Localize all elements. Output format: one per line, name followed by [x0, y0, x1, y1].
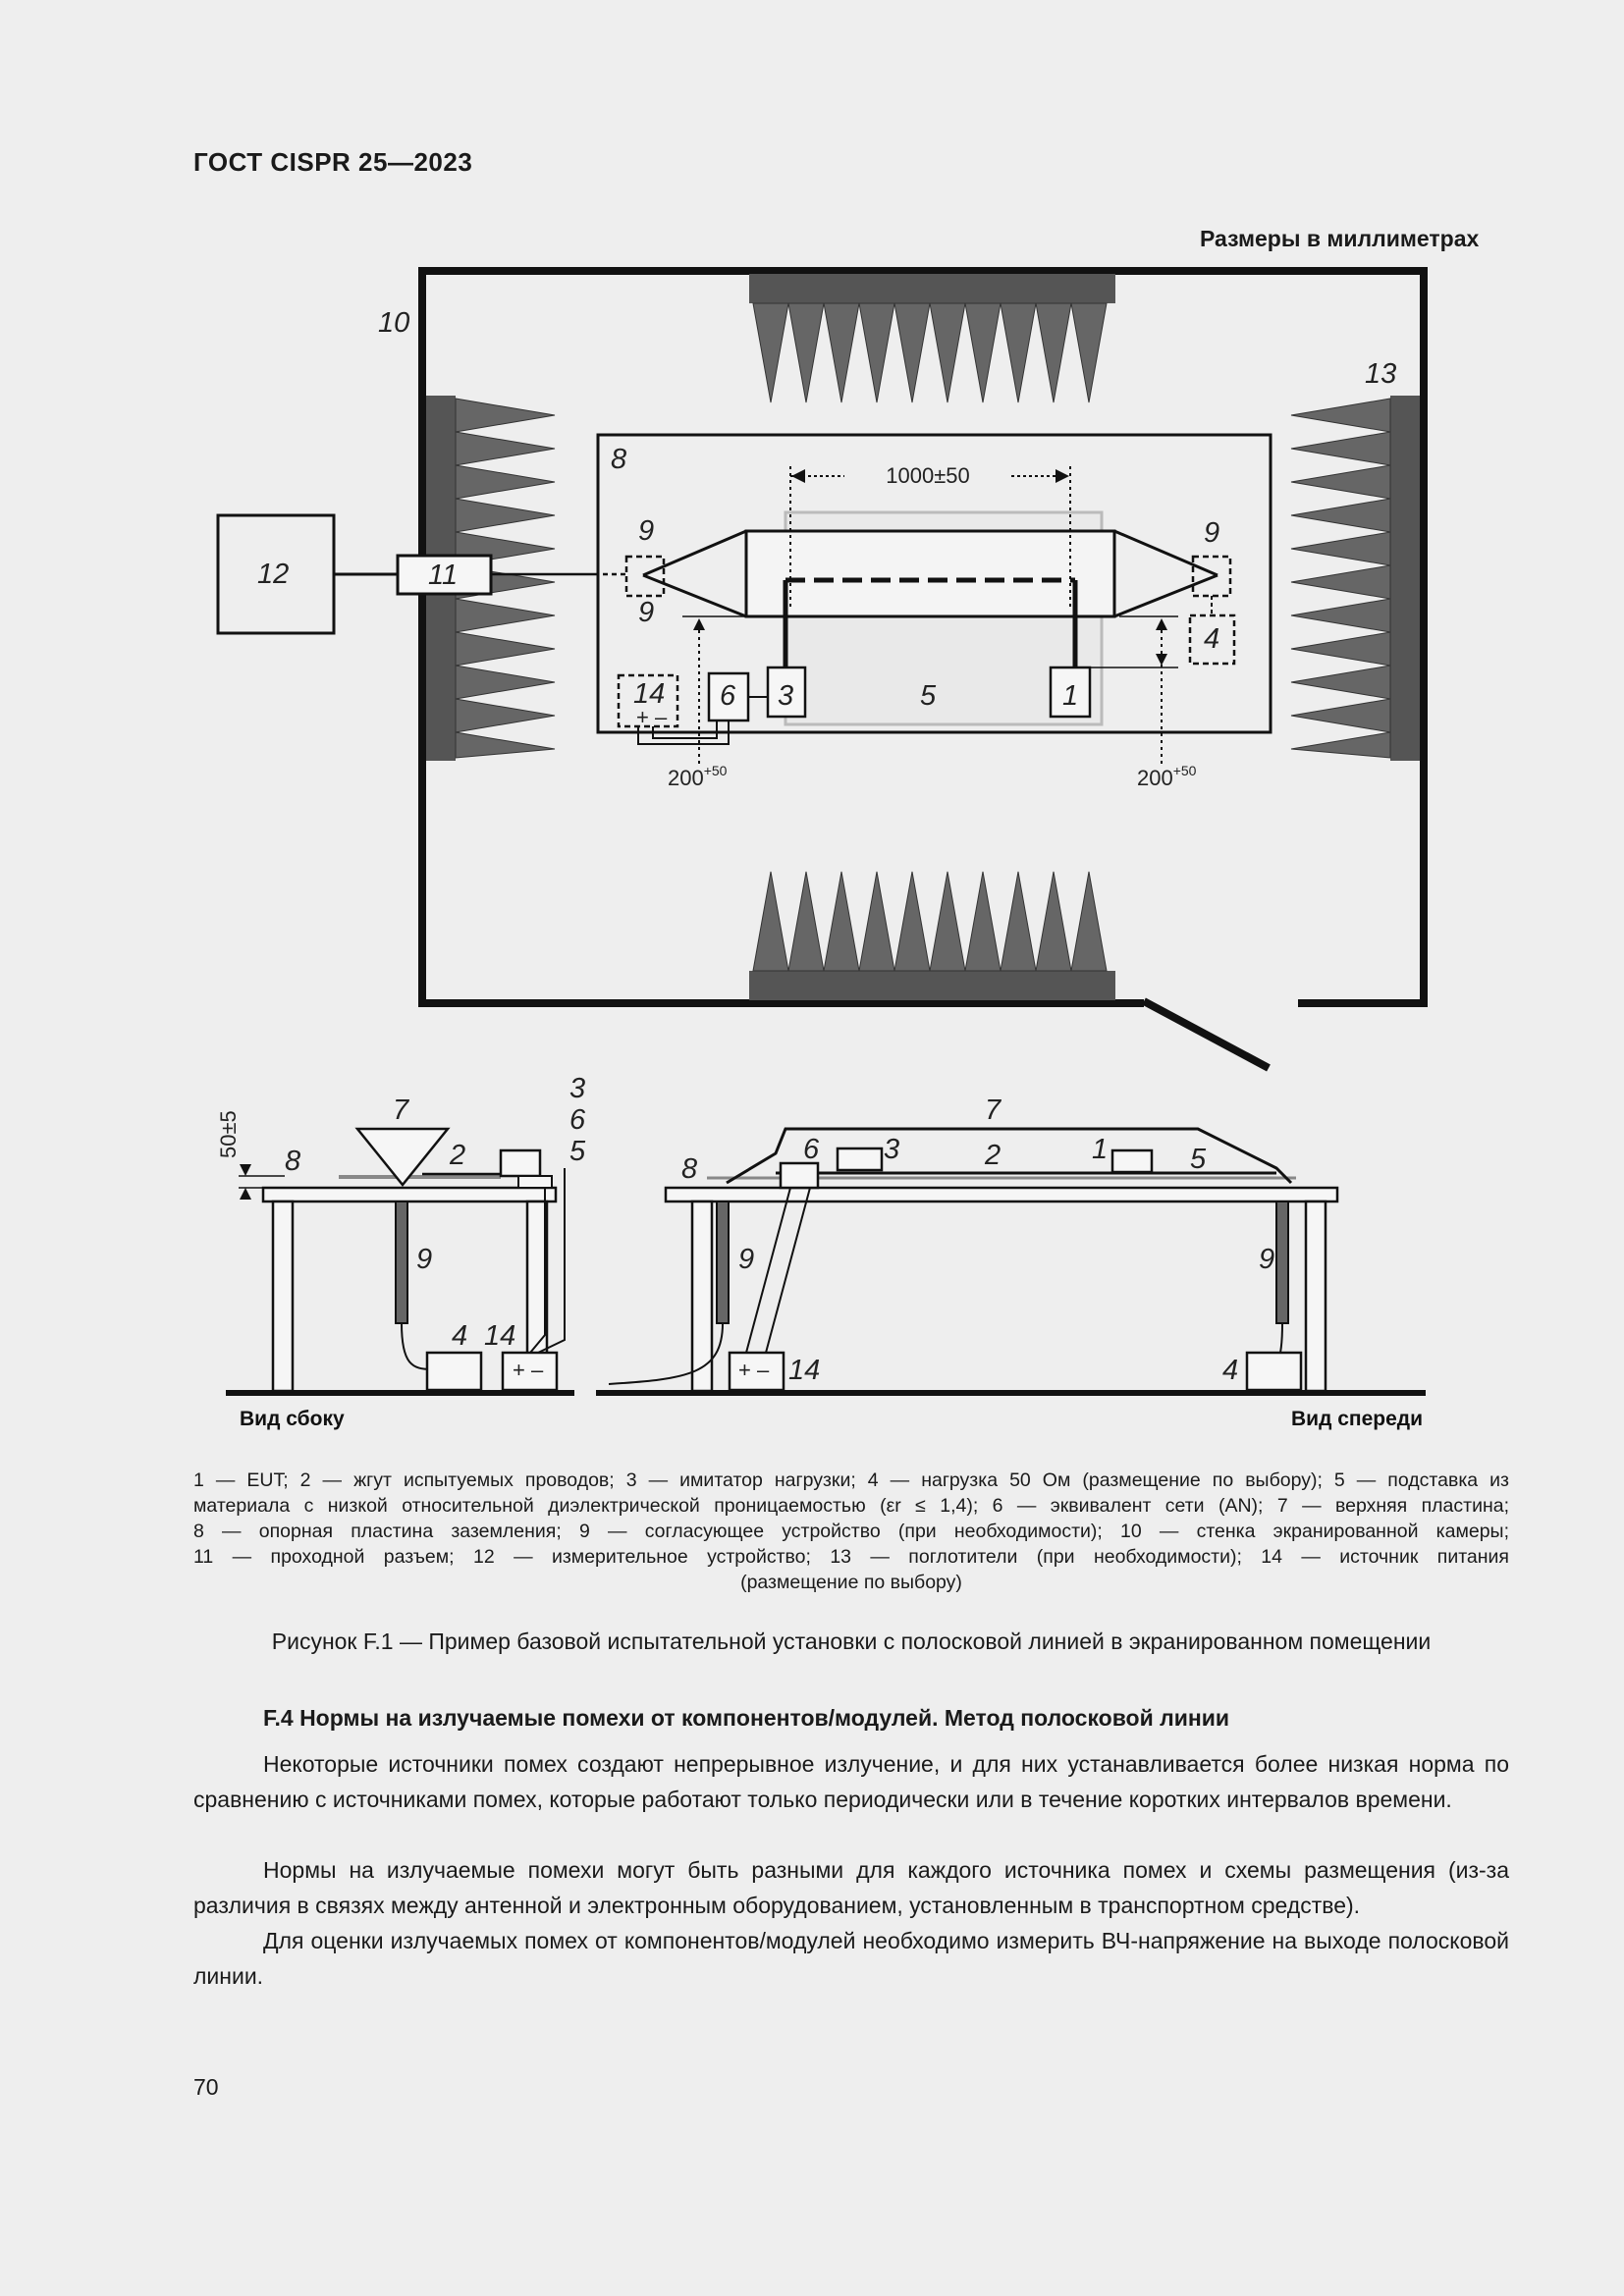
front-label-14: 14: [788, 1355, 821, 1386]
label-10: 10: [378, 307, 410, 339]
front-label-5: 5: [1190, 1144, 1207, 1175]
front-label-4: 4: [1222, 1355, 1239, 1386]
dim-offset-left: $200^{+50}$: [668, 763, 728, 790]
paragraph: Для оценки излучаемых помех от компонентов/модулей необходимо измерить ВЧ-напряжение на выходе полосковой линии.: [193, 1928, 1509, 1989]
absorbers-right: [1291, 396, 1420, 761]
section-title: F.4 Нормы на излучаемые помехи от компонентов/модулей. Метод полосковой линии: [263, 1705, 1230, 1731]
front-label-1: 1: [1092, 1134, 1109, 1165]
front-label-9-left: 9: [738, 1244, 755, 1275]
figure-caption: Рисунок F.1 — Пример базовой испытательной установки с полосковой линией в экранированном помещении: [271, 1629, 1432, 1654]
dim-height: 50±5: [216, 1110, 241, 1158]
label-6: 6: [720, 680, 736, 712]
label-12: 12: [257, 559, 290, 590]
page-number: 70: [193, 2074, 219, 2100]
paragraph: Некоторые источники помех создают непрерывное излучение, и для них устанавливается более низкая норма по сравнению с источниками помех, которые работают только периодически или в течение коротких интервалов времени.: [193, 1751, 1509, 1812]
front-label-7: 7: [985, 1095, 1001, 1126]
front-label-3: 3: [884, 1134, 900, 1165]
top-view: [218, 271, 1424, 1068]
label-5: 5: [920, 680, 937, 712]
side-label-8: 8: [285, 1146, 301, 1177]
legend-line: 11 — проходной разъем; 12 — измерительное устройство; 13 — поглотители (при необходимости); 14 — источник питания: [193, 1546, 1509, 1568]
label-13: 13: [1365, 358, 1397, 390]
label-3: 3: [778, 680, 794, 712]
legend-line: (размещение по выбору): [740, 1572, 962, 1593]
dimension-length-label: 1000±50: [886, 463, 970, 488]
legend-line: материала с низкой относительной диэлектрической проницаемостью (εr ≤ 1,4); 6 — эквивалент сети (AN); 7 — верхняя пластина;: [193, 1495, 1509, 1517]
dimensions-note: Размеры в миллиметрах: [1200, 226, 1480, 251]
dim-offset-right: $200^{+50}$: [1137, 763, 1197, 790]
side-psu-polarity: + –: [513, 1358, 544, 1382]
absorbers-bottom: [749, 872, 1115, 1000]
figure-legend: [193, 1468, 1509, 1595]
side-label-14: 14: [484, 1320, 516, 1352]
chamber-door: [1144, 1001, 1269, 1068]
label-11: 11: [428, 560, 459, 591]
front-label-2: 2: [985, 1140, 1001, 1171]
side-label-6: 6: [569, 1104, 586, 1136]
legend-line: 8 — опорная пластина заземления; 9 — согласующее устройство (при необходимости); 10 — стенка экранированной камеры;: [193, 1521, 1509, 1542]
side-label-5: 5: [569, 1136, 586, 1167]
label-9-top-left: 9: [638, 515, 655, 547]
side-label-4: 4: [452, 1320, 468, 1352]
front-label-9-right: 9: [1259, 1244, 1275, 1275]
standard-header: ГОСТ CISPR 25—2023: [193, 147, 473, 177]
paragraph: Нормы на излучаемые помехи могут быть разными для каждого источника помех и схемы размещения (из-за различия в связях между антенной и электронным оборудованием, установленным в транспортном средстве).: [193, 1857, 1509, 1918]
label-14: 14: [633, 678, 666, 710]
side-label-3: 3: [569, 1073, 586, 1104]
side-label-9: 9: [416, 1244, 433, 1275]
legend-line: 1 — EUT; 2 — жгут испытуемых проводов; 3 — имитатор нагрузки; 4 — нагрузка 50 Ом (размещение по выбору); 5 — подставка из: [193, 1469, 1509, 1491]
front-view-title: Вид спереди: [1291, 1408, 1424, 1430]
side-view-title: Вид сбоку: [240, 1408, 345, 1430]
front-view: [596, 1095, 1426, 1430]
label-8: 8: [611, 444, 627, 475]
power-supply-polarity: + –: [636, 705, 668, 729]
front-psu-polarity: + –: [738, 1358, 770, 1382]
absorbers-top: [749, 274, 1115, 402]
label-1: 1: [1062, 680, 1079, 712]
side-label-7: 7: [393, 1095, 409, 1126]
front-label-6: 6: [803, 1134, 820, 1165]
side-label-2: 2: [450, 1140, 466, 1171]
front-label-8: 8: [681, 1153, 698, 1185]
label-4: 4: [1204, 623, 1220, 655]
label-9-right: 9: [1204, 517, 1220, 549]
label-9-bottom-left: 9: [638, 597, 655, 628]
side-view: [216, 1073, 586, 1430]
